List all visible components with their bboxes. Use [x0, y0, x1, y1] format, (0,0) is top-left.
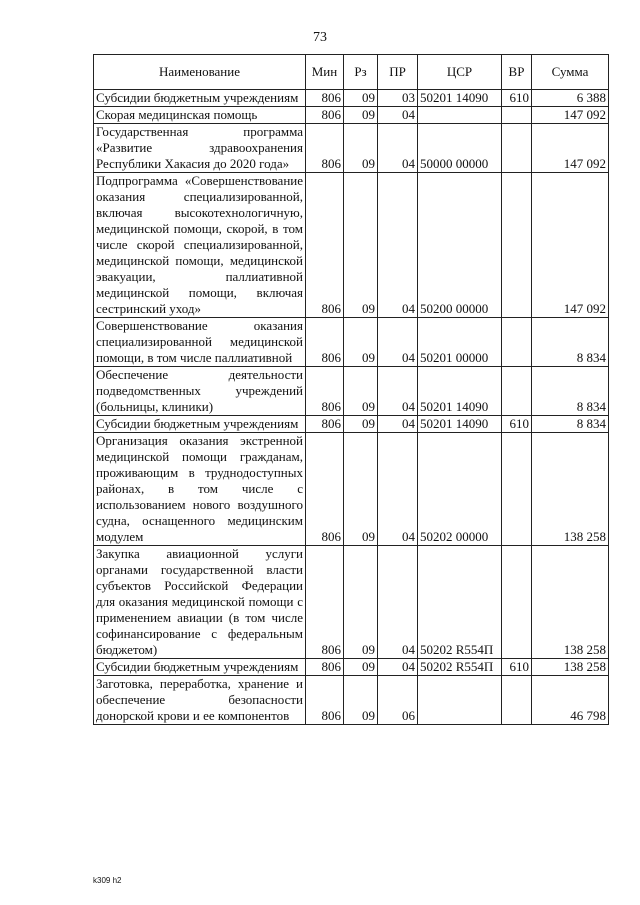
row-name: Государственная программа «Развитие здравоохранения Республики Хакасия до 2020 года»: [94, 124, 306, 173]
row-sum: 138 258: [532, 659, 609, 676]
row-min: 806: [306, 367, 344, 416]
row-csr: 50200 00000: [418, 173, 502, 318]
row-vr: [502, 433, 532, 546]
table-row: [94, 676, 609, 725]
row-vr: 610: [502, 416, 532, 433]
row-csr: 50202 00000: [418, 433, 502, 546]
row-pr: 04: [378, 124, 418, 173]
row-csr: 50201 14090: [418, 416, 502, 433]
row-vr: [502, 107, 532, 124]
row-pr: 06: [378, 676, 418, 725]
row-pr: 04: [378, 659, 418, 676]
row-pr: 04: [378, 416, 418, 433]
row-rz: 09: [344, 367, 378, 416]
row-sum: 46 798: [532, 676, 609, 725]
row-sum: 147 092: [532, 107, 609, 124]
row-rz: 09: [344, 659, 378, 676]
row-name: Субсидии бюджетным учреждениям: [94, 659, 306, 676]
row-csr: 50201 00000: [418, 318, 502, 367]
row-vr: 610: [502, 659, 532, 676]
row-csr: 50202 R554П: [418, 546, 502, 659]
column-header-pr: ПР: [378, 55, 418, 90]
row-sum: 138 258: [532, 433, 609, 546]
table-row: [94, 416, 609, 433]
row-vr: [502, 124, 532, 173]
row-min: 806: [306, 90, 344, 107]
row-name: Подпрограмма «Совершенствование оказания специализированной, включая высокотехнологичную, медицинской помощи, скорой, в том числе скорой специализированной, медицинской помощи, медицинской эвакуации, паллиативной медицинской помощи, включая сестринский уход»: [94, 173, 306, 318]
row-csr: 50202 R554П: [418, 659, 502, 676]
table-row: [94, 124, 609, 173]
row-pr: 04: [378, 107, 418, 124]
row-csr: [418, 676, 502, 725]
row-rz: 09: [344, 676, 378, 725]
row-vr: [502, 546, 532, 659]
row-min: 806: [306, 433, 344, 546]
table-row: [94, 367, 609, 416]
row-pr: 04: [378, 546, 418, 659]
row-vr: [502, 367, 532, 416]
table-row: [94, 107, 609, 124]
row-name: Заготовка, переработка, хранение и обеспечение безопасности донорской крови и ее компонентов: [94, 676, 306, 725]
row-name: Закупка авиационной услуги органами государственной власти субъектов Российской Федерации для оказания медицинской помощи с применением авиации (в том числе софинансирование с федеральным бюджетом): [94, 546, 306, 659]
row-rz: 09: [344, 546, 378, 659]
row-rz: 09: [344, 416, 378, 433]
row-pr: 04: [378, 367, 418, 416]
row-vr: 610: [502, 90, 532, 107]
row-min: 806: [306, 318, 344, 367]
row-csr: 50201 14090: [418, 90, 502, 107]
row-rz: 09: [344, 318, 378, 367]
table-row: [94, 173, 609, 318]
column-header-vr: ВР: [502, 55, 532, 90]
column-header-min: Мин: [306, 55, 344, 90]
row-rz: 09: [344, 173, 378, 318]
table-row: [94, 318, 609, 367]
row-csr: 50000 00000: [418, 124, 502, 173]
row-name: Субсидии бюджетным учреждениям: [94, 416, 306, 433]
row-pr: 04: [378, 318, 418, 367]
row-name: Обеспечение деятельности подведомственных учреждений (больницы, клиники): [94, 367, 306, 416]
row-min: 806: [306, 676, 344, 725]
table-row: [94, 546, 609, 659]
column-header-name: Наименование: [94, 55, 306, 90]
row-sum: 138 258: [532, 546, 609, 659]
row-name: Совершенствование оказания специализированной медицинской помощи, в том числе паллиативной: [94, 318, 306, 367]
row-sum: 6 388: [532, 90, 609, 107]
row-pr: 03: [378, 90, 418, 107]
row-name: Субсидии бюджетным учреждениям: [94, 90, 306, 107]
row-name: Организация оказания экстренной медицинской помощи гражданам, проживающим в труднодоступных районах, в том числе с использованием нового воздушного судна, оснащенного медицинским модулем: [94, 433, 306, 546]
row-vr: [502, 173, 532, 318]
row-csr: [418, 107, 502, 124]
row-min: 806: [306, 416, 344, 433]
row-min: 806: [306, 546, 344, 659]
row-rz: 09: [344, 90, 378, 107]
table-header-row: [94, 55, 609, 90]
row-rz: 09: [344, 124, 378, 173]
row-min: 806: [306, 124, 344, 173]
footer-code: k309 h2: [93, 876, 122, 885]
row-csr: 50201 14090: [418, 367, 502, 416]
table-row: [94, 90, 609, 107]
row-min: 806: [306, 659, 344, 676]
row-min: 806: [306, 173, 344, 318]
row-vr: [502, 318, 532, 367]
row-min: 806: [306, 107, 344, 124]
row-sum: 8 834: [532, 367, 609, 416]
row-rz: 09: [344, 433, 378, 546]
table-row: [94, 433, 609, 546]
row-name: Скорая медицинская помощь: [94, 107, 306, 124]
row-rz: 09: [344, 107, 378, 124]
budget-table: [93, 54, 609, 725]
page-number: 73: [313, 30, 327, 45]
row-sum: 8 834: [532, 416, 609, 433]
table-row: [94, 659, 609, 676]
row-vr: [502, 676, 532, 725]
column-header-sum: Сумма: [532, 55, 609, 90]
row-pr: 04: [378, 433, 418, 546]
column-header-csr: ЦСР: [418, 55, 502, 90]
row-sum: 8 834: [532, 318, 609, 367]
row-sum: 147 092: [532, 124, 609, 173]
row-pr: 04: [378, 173, 418, 318]
row-sum: 147 092: [532, 173, 609, 318]
column-header-rz: Рз: [344, 55, 378, 90]
